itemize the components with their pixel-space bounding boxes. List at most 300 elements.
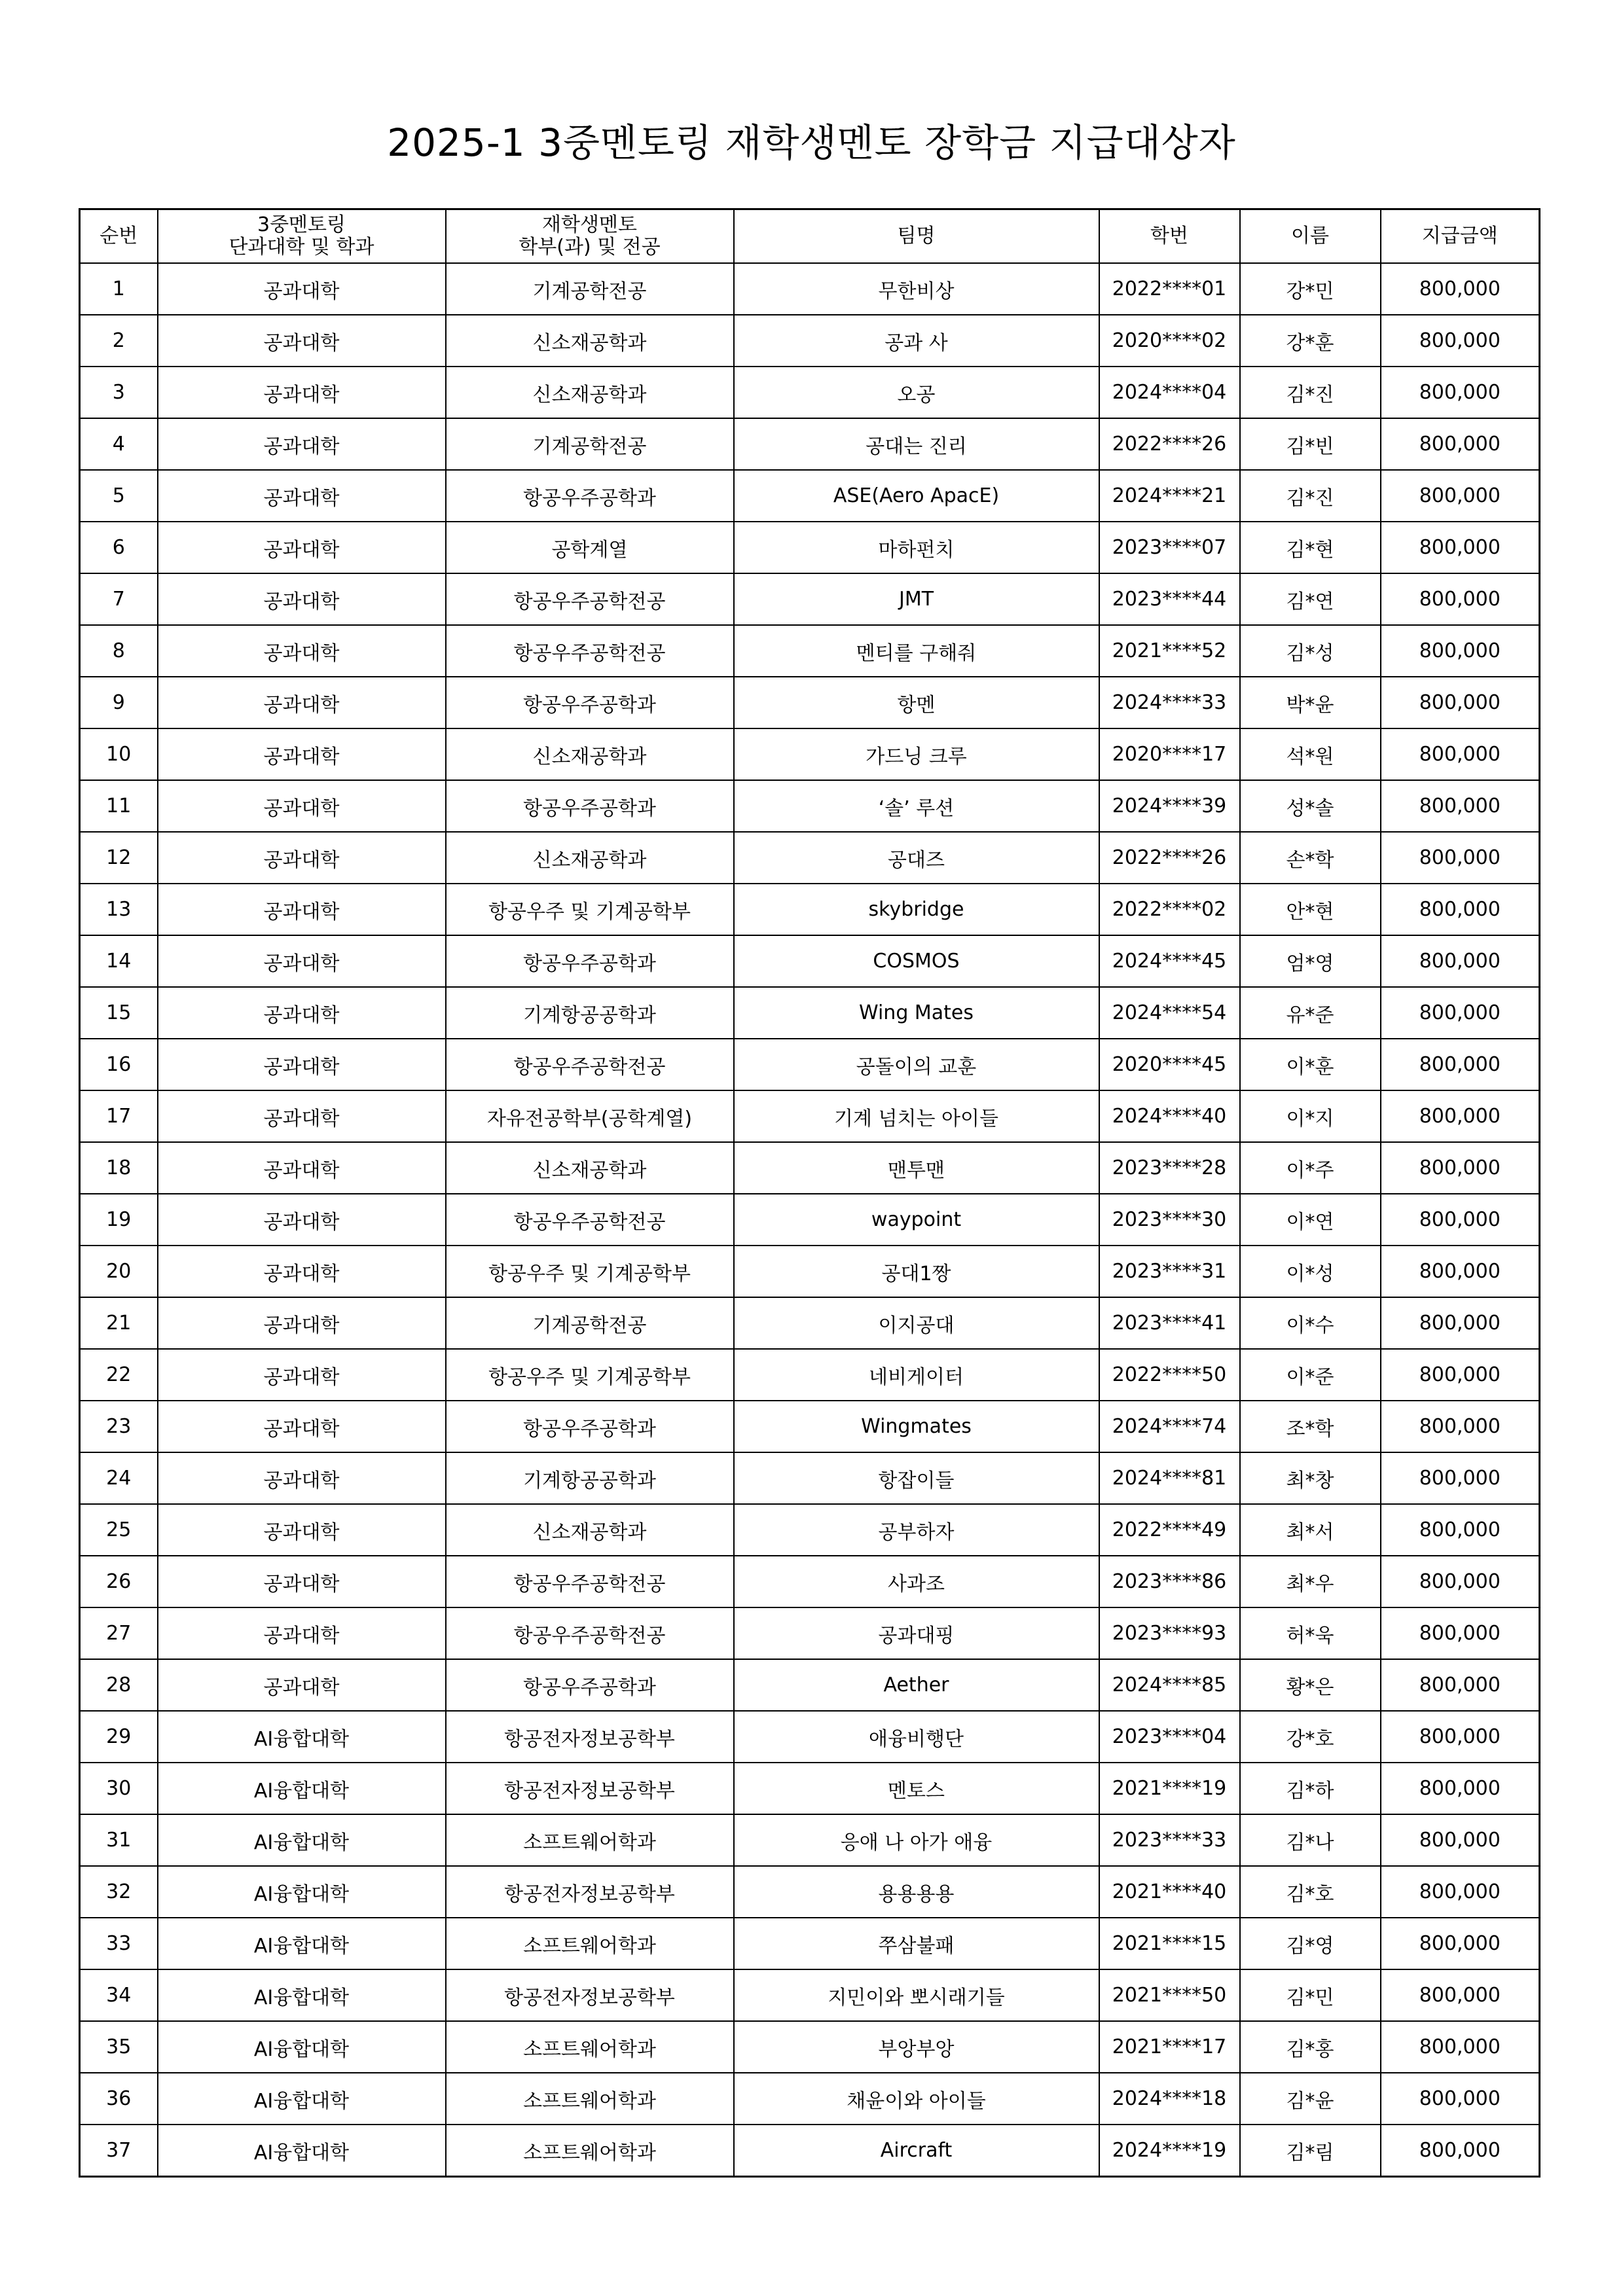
cell-amount: 800,000 [1381, 1194, 1540, 1246]
cell-amount: 800,000 [1381, 522, 1540, 573]
cell-no: 32 [80, 1866, 158, 1918]
recipients-table [79, 208, 1541, 2178]
cell-no: 19 [80, 1194, 158, 1246]
cell-team: 이지공대 [734, 1297, 1099, 1349]
cell-team: 오공 [734, 367, 1099, 418]
cell-amount: 800,000 [1381, 1452, 1540, 1504]
cell-name: 성*솔 [1240, 780, 1381, 832]
table-row [80, 1969, 1540, 2021]
cell-amount: 800,000 [1381, 367, 1540, 418]
cell-no: 11 [80, 780, 158, 832]
cell-name: 이*훈 [1240, 1039, 1381, 1090]
cell-dept: 항공우주공학전공 [446, 1607, 734, 1659]
cell-student-id: 2020****17 [1099, 728, 1240, 780]
cell-student-id: 2021****17 [1099, 2021, 1240, 2073]
cell-no: 2 [80, 315, 158, 367]
cell-name: 강*훈 [1240, 315, 1381, 367]
page-title: 2025-1 3중멘토링 재학생멘토 장학금 지급대상자 [387, 120, 1236, 165]
cell-student-id: 2022****26 [1099, 832, 1240, 884]
cell-college: AI융합대학 [158, 1814, 446, 1866]
cell-student-id: 2021****40 [1099, 1866, 1240, 1918]
cell-team: 공과 사 [734, 315, 1099, 367]
cell-no: 27 [80, 1607, 158, 1659]
cell-no: 17 [80, 1090, 158, 1142]
cell-college: 공과대학 [158, 367, 446, 418]
table-row [80, 987, 1540, 1039]
cell-name: 이*준 [1240, 1349, 1381, 1401]
cell-dept: 항공전자정보공학부 [446, 1969, 734, 2021]
cell-college: 공과대학 [158, 832, 446, 884]
cell-amount: 800,000 [1381, 263, 1540, 315]
table-row [80, 1194, 1540, 1246]
table-row [80, 573, 1540, 625]
cell-student-id: 2020****02 [1099, 315, 1240, 367]
cell-name: 석*원 [1240, 728, 1381, 780]
cell-student-id: 2021****15 [1099, 1918, 1240, 1969]
cell-college: 공과대학 [158, 1194, 446, 1246]
table-row [80, 315, 1540, 367]
cell-team: Wing Mates [734, 987, 1099, 1039]
cell-name: 이*성 [1240, 1246, 1381, 1297]
cell-name: 김*성 [1240, 625, 1381, 677]
cell-college: 공과대학 [158, 573, 446, 625]
cell-no: 4 [80, 418, 158, 470]
cell-college: 공과대학 [158, 1659, 446, 1711]
cell-name: 김*하 [1240, 1763, 1381, 1814]
cell-amount: 800,000 [1381, 2021, 1540, 2073]
cell-amount: 800,000 [1381, 470, 1540, 522]
cell-team: 공대즈 [734, 832, 1099, 884]
cell-dept: 항공전자정보공학부 [446, 1711, 734, 1763]
cell-amount: 800,000 [1381, 418, 1540, 470]
cell-name: 김*림 [1240, 2125, 1381, 2177]
table-row [80, 1556, 1540, 1607]
cell-dept: 항공전자정보공학부 [446, 1763, 734, 1814]
cell-college: AI융합대학 [158, 2125, 446, 2177]
cell-dept: 기계공학전공 [446, 1297, 734, 1349]
cell-dept: 항공우주공학과 [446, 470, 734, 522]
cell-college: 공과대학 [158, 884, 446, 935]
table-row [80, 780, 1540, 832]
table-row [80, 1039, 1540, 1090]
cell-amount: 800,000 [1381, 1607, 1540, 1659]
cell-amount: 800,000 [1381, 2125, 1540, 2177]
cell-name: 최*서 [1240, 1504, 1381, 1556]
cell-amount: 800,000 [1381, 315, 1540, 367]
cell-student-id: 2024****45 [1099, 935, 1240, 987]
cell-no: 14 [80, 935, 158, 987]
cell-no: 7 [80, 573, 158, 625]
header-team: 팀명 [734, 209, 1099, 264]
cell-team: 멘토스 [734, 1763, 1099, 1814]
cell-dept: 항공우주공학과 [446, 1659, 734, 1711]
cell-student-id: 2024****54 [1099, 987, 1240, 1039]
cell-team: 항잡이들 [734, 1452, 1099, 1504]
header-amount: 지급금액 [1381, 209, 1540, 264]
cell-name: 김*윤 [1240, 2073, 1381, 2125]
cell-team: ASE(Aero ApacE) [734, 470, 1099, 522]
table-row [80, 1866, 1540, 1918]
cell-dept: 항공우주공학전공 [446, 1194, 734, 1246]
header-college [158, 209, 446, 264]
cell-name: 박*윤 [1240, 677, 1381, 728]
cell-dept: 항공우주공학전공 [446, 1039, 734, 1090]
cell-no: 15 [80, 987, 158, 1039]
cell-name: 이*연 [1240, 1194, 1381, 1246]
cell-student-id: 2023****07 [1099, 522, 1240, 573]
cell-no: 34 [80, 1969, 158, 2021]
cell-team: 부앙부앙 [734, 2021, 1099, 2073]
cell-student-id: 2021****19 [1099, 1763, 1240, 1814]
cell-amount: 800,000 [1381, 935, 1540, 987]
header-no: 순번 [80, 209, 158, 264]
cell-college: 공과대학 [158, 728, 446, 780]
cell-dept: 항공우주공학전공 [446, 573, 734, 625]
cell-student-id: 2023****33 [1099, 1814, 1240, 1866]
cell-amount: 800,000 [1381, 625, 1540, 677]
cell-dept: 항공전자정보공학부 [446, 1866, 734, 1918]
table-row [80, 1659, 1540, 1711]
cell-no: 12 [80, 832, 158, 884]
cell-amount: 800,000 [1381, 677, 1540, 728]
cell-team: 응애 나 아가 애융 [734, 1814, 1099, 1866]
cell-team: 쭈삼불패 [734, 1918, 1099, 1969]
table-row [80, 1142, 1540, 1194]
cell-dept: 소프트웨어학과 [446, 1814, 734, 1866]
table-row [80, 832, 1540, 884]
cell-college: 공과대학 [158, 1246, 446, 1297]
cell-dept: 기계항공공학과 [446, 1452, 734, 1504]
cell-amount: 800,000 [1381, 1866, 1540, 1918]
cell-team: 공대1짱 [734, 1246, 1099, 1297]
cell-team: 채윤이와 아이들 [734, 2073, 1099, 2125]
header-dept-line2: 학부(과) 및 전공 [519, 236, 661, 259]
table-row [80, 1401, 1540, 1452]
table-row [80, 1504, 1540, 1556]
cell-team: 가드닝 크루 [734, 728, 1099, 780]
table-row [80, 1246, 1540, 1297]
cell-amount: 800,000 [1381, 1556, 1540, 1607]
cell-team: COSMOS [734, 935, 1099, 987]
cell-name: 최*창 [1240, 1452, 1381, 1504]
cell-name: 이*주 [1240, 1142, 1381, 1194]
cell-team: 공부하자 [734, 1504, 1099, 1556]
cell-college: 공과대학 [158, 1039, 446, 1090]
cell-student-id: 2022****49 [1099, 1504, 1240, 1556]
cell-amount: 800,000 [1381, 832, 1540, 884]
cell-student-id: 2024****18 [1099, 2073, 1240, 2125]
cell-no: 35 [80, 2021, 158, 2073]
cell-no: 33 [80, 1918, 158, 1969]
cell-student-id: 2023****93 [1099, 1607, 1240, 1659]
cell-college: AI융합대학 [158, 2073, 446, 2125]
cell-amount: 800,000 [1381, 1401, 1540, 1452]
cell-college: 공과대학 [158, 1297, 446, 1349]
cell-name: 김*빈 [1240, 418, 1381, 470]
table-row [80, 1763, 1540, 1814]
table-row [80, 522, 1540, 573]
cell-name: 강*민 [1240, 263, 1381, 315]
cell-dept: 소프트웨어학과 [446, 2073, 734, 2125]
cell-team: Aircraft [734, 2125, 1099, 2177]
table-row [80, 935, 1540, 987]
cell-amount: 800,000 [1381, 1659, 1540, 1711]
cell-college: 공과대학 [158, 1349, 446, 1401]
cell-dept: 공학계열 [446, 522, 734, 573]
cell-team: waypoint [734, 1194, 1099, 1246]
cell-name: 김*나 [1240, 1814, 1381, 1866]
header-dept-line1: 재학생멘토 [542, 213, 637, 236]
table-header-row [80, 209, 1540, 264]
cell-college: AI융합대학 [158, 1866, 446, 1918]
cell-no: 9 [80, 677, 158, 728]
cell-team: 기계 넘치는 아이들 [734, 1090, 1099, 1142]
cell-no: 25 [80, 1504, 158, 1556]
cell-amount: 800,000 [1381, 1090, 1540, 1142]
table-row [80, 1349, 1540, 1401]
cell-dept: 신소재공학과 [446, 832, 734, 884]
table-row [80, 2125, 1540, 2177]
cell-dept: 신소재공학과 [446, 728, 734, 780]
cell-team: 마하펀치 [734, 522, 1099, 573]
table-row [80, 677, 1540, 728]
cell-no: 36 [80, 2073, 158, 2125]
cell-name: 안*현 [1240, 884, 1381, 935]
cell-college: 공과대학 [158, 1607, 446, 1659]
cell-team: 공과대핑 [734, 1607, 1099, 1659]
cell-no: 29 [80, 1711, 158, 1763]
cell-student-id: 2023****44 [1099, 573, 1240, 625]
cell-dept: 항공우주공학과 [446, 677, 734, 728]
cell-dept: 신소재공학과 [446, 1142, 734, 1194]
cell-team: 멘티를 구해줘 [734, 625, 1099, 677]
table-row [80, 367, 1540, 418]
table-row [80, 470, 1540, 522]
cell-amount: 800,000 [1381, 1711, 1540, 1763]
cell-student-id: 2021****50 [1099, 1969, 1240, 2021]
cell-no: 30 [80, 1763, 158, 1814]
cell-dept: 항공우주공학과 [446, 935, 734, 987]
cell-team: 네비게이터 [734, 1349, 1099, 1401]
cell-student-id: 2023****04 [1099, 1711, 1240, 1763]
cell-college: AI융합대학 [158, 1711, 446, 1763]
cell-amount: 800,000 [1381, 1142, 1540, 1194]
cell-team: 무한비상 [734, 263, 1099, 315]
cell-student-id: 2024****74 [1099, 1401, 1240, 1452]
cell-amount: 800,000 [1381, 987, 1540, 1039]
cell-college: AI융합대학 [158, 1918, 446, 1969]
cell-team: JMT [734, 573, 1099, 625]
cell-college: 공과대학 [158, 522, 446, 573]
cell-team: Wingmates [734, 1401, 1099, 1452]
cell-team: 공돌이의 교훈 [734, 1039, 1099, 1090]
table-row [80, 1090, 1540, 1142]
cell-student-id: 2023****28 [1099, 1142, 1240, 1194]
table-row [80, 884, 1540, 935]
cell-student-id: 2023****31 [1099, 1246, 1240, 1297]
cell-no: 26 [80, 1556, 158, 1607]
cell-college: AI융합대학 [158, 2021, 446, 2073]
cell-amount: 800,000 [1381, 1504, 1540, 1556]
cell-name: 김*현 [1240, 522, 1381, 573]
cell-no: 31 [80, 1814, 158, 1866]
cell-college: AI융합대학 [158, 1969, 446, 2021]
cell-dept: 소프트웨어학과 [446, 2125, 734, 2177]
cell-no: 21 [80, 1297, 158, 1349]
table-row [80, 1297, 1540, 1349]
table-row [80, 1452, 1540, 1504]
cell-team: 사과조 [734, 1556, 1099, 1607]
cell-college: 공과대학 [158, 1452, 446, 1504]
cell-amount: 800,000 [1381, 884, 1540, 935]
cell-college: 공과대학 [158, 1504, 446, 1556]
cell-dept: 항공우주공학전공 [446, 1556, 734, 1607]
cell-college: 공과대학 [158, 418, 446, 470]
cell-name: 유*준 [1240, 987, 1381, 1039]
cell-no: 16 [80, 1039, 158, 1090]
table-row [80, 2073, 1540, 2125]
cell-student-id: 2022****02 [1099, 884, 1240, 935]
cell-student-id: 2022****01 [1099, 263, 1240, 315]
table-row [80, 2021, 1540, 2073]
cell-name: 김*진 [1240, 470, 1381, 522]
cell-team: skybridge [734, 884, 1099, 935]
cell-student-id: 2024****39 [1099, 780, 1240, 832]
cell-no: 10 [80, 728, 158, 780]
table-row [80, 728, 1540, 780]
cell-student-id: 2024****04 [1099, 367, 1240, 418]
cell-college: 공과대학 [158, 263, 446, 315]
cell-team: ‘솔’ 루션 [734, 780, 1099, 832]
cell-dept: 신소재공학과 [446, 367, 734, 418]
header-dept [446, 209, 734, 264]
header-student-id: 학번 [1099, 209, 1240, 264]
cell-no: 3 [80, 367, 158, 418]
cell-college: 공과대학 [158, 470, 446, 522]
cell-no: 23 [80, 1401, 158, 1452]
table-row [80, 418, 1540, 470]
cell-amount: 800,000 [1381, 1039, 1540, 1090]
table-body [80, 263, 1540, 2177]
cell-amount: 800,000 [1381, 1814, 1540, 1866]
cell-dept: 기계항공공학과 [446, 987, 734, 1039]
cell-amount: 800,000 [1381, 728, 1540, 780]
cell-no: 18 [80, 1142, 158, 1194]
cell-no: 20 [80, 1246, 158, 1297]
cell-dept: 기계공학전공 [446, 418, 734, 470]
cell-amount: 800,000 [1381, 1969, 1540, 2021]
cell-student-id: 2024****40 [1099, 1090, 1240, 1142]
cell-dept: 소프트웨어학과 [446, 2021, 734, 2073]
cell-dept: 신소재공학과 [446, 315, 734, 367]
cell-no: 1 [80, 263, 158, 315]
cell-name: 김*호 [1240, 1866, 1381, 1918]
cell-dept: 소프트웨어학과 [446, 1918, 734, 1969]
cell-student-id: 2023****86 [1099, 1556, 1240, 1607]
cell-dept: 신소재공학과 [446, 1504, 734, 1556]
cell-college: 공과대학 [158, 1090, 446, 1142]
cell-dept: 항공우주공학과 [446, 1401, 734, 1452]
cell-student-id: 2022****26 [1099, 418, 1240, 470]
cell-amount: 800,000 [1381, 1246, 1540, 1297]
cell-amount: 800,000 [1381, 2073, 1540, 2125]
cell-name: 조*학 [1240, 1401, 1381, 1452]
cell-dept: 항공우주공학과 [446, 780, 734, 832]
cell-no: 5 [80, 470, 158, 522]
cell-dept: 기계공학전공 [446, 263, 734, 315]
cell-no: 37 [80, 2125, 158, 2177]
cell-college: 공과대학 [158, 1401, 446, 1452]
cell-name: 김*진 [1240, 367, 1381, 418]
cell-amount: 800,000 [1381, 1763, 1540, 1814]
cell-student-id: 2024****19 [1099, 2125, 1240, 2177]
table-row [80, 1607, 1540, 1659]
cell-dept: 항공우주 및 기계공학부 [446, 1246, 734, 1297]
cell-college: 공과대학 [158, 677, 446, 728]
cell-college: 공과대학 [158, 780, 446, 832]
cell-student-id: 2024****21 [1099, 470, 1240, 522]
cell-name: 이*수 [1240, 1297, 1381, 1349]
cell-amount: 800,000 [1381, 1349, 1540, 1401]
cell-team: Aether [734, 1659, 1099, 1711]
cell-dept: 항공우주 및 기계공학부 [446, 1349, 734, 1401]
cell-college: 공과대학 [158, 1556, 446, 1607]
cell-no: 13 [80, 884, 158, 935]
cell-college: 공과대학 [158, 315, 446, 367]
cell-team: 애융비행단 [734, 1711, 1099, 1763]
cell-college: AI융합대학 [158, 1763, 446, 1814]
cell-no: 6 [80, 522, 158, 573]
cell-team: 용용용용 [734, 1866, 1099, 1918]
cell-dept: 항공우주공학전공 [446, 625, 734, 677]
cell-no: 24 [80, 1452, 158, 1504]
cell-no: 28 [80, 1659, 158, 1711]
cell-team: 항멘 [734, 677, 1099, 728]
table-row [80, 263, 1540, 315]
cell-name: 허*욱 [1240, 1607, 1381, 1659]
table-row [80, 625, 1540, 677]
cell-college: 공과대학 [158, 935, 446, 987]
cell-student-id: 2024****81 [1099, 1452, 1240, 1504]
table-row [80, 1814, 1540, 1866]
cell-name: 김*홍 [1240, 2021, 1381, 2073]
cell-student-id: 2022****50 [1099, 1349, 1240, 1401]
cell-college: 공과대학 [158, 1142, 446, 1194]
cell-team: 공대는 진리 [734, 418, 1099, 470]
cell-team: 지민이와 뽀시래기들 [734, 1969, 1099, 2021]
header-college-line1: 3중멘토링 [257, 213, 346, 236]
header-college-line2: 단과대학 및 학과 [228, 236, 374, 259]
cell-college: 공과대학 [158, 987, 446, 1039]
cell-name: 강*호 [1240, 1711, 1381, 1763]
cell-student-id: 2024****85 [1099, 1659, 1240, 1711]
cell-student-id: 2021****52 [1099, 625, 1240, 677]
cell-dept: 자유전공학부(공학계열) [446, 1090, 734, 1142]
cell-amount: 800,000 [1381, 780, 1540, 832]
cell-student-id: 2020****45 [1099, 1039, 1240, 1090]
cell-student-id: 2023****41 [1099, 1297, 1240, 1349]
header-name: 이름 [1240, 209, 1381, 264]
table-row [80, 1711, 1540, 1763]
cell-no: 8 [80, 625, 158, 677]
cell-student-id: 2023****30 [1099, 1194, 1240, 1246]
cell-dept: 항공우주 및 기계공학부 [446, 884, 734, 935]
cell-college: 공과대학 [158, 625, 446, 677]
cell-name: 이*지 [1240, 1090, 1381, 1142]
cell-name: 김*민 [1240, 1969, 1381, 2021]
cell-name: 김*영 [1240, 1918, 1381, 1969]
cell-name: 엄*영 [1240, 935, 1381, 987]
